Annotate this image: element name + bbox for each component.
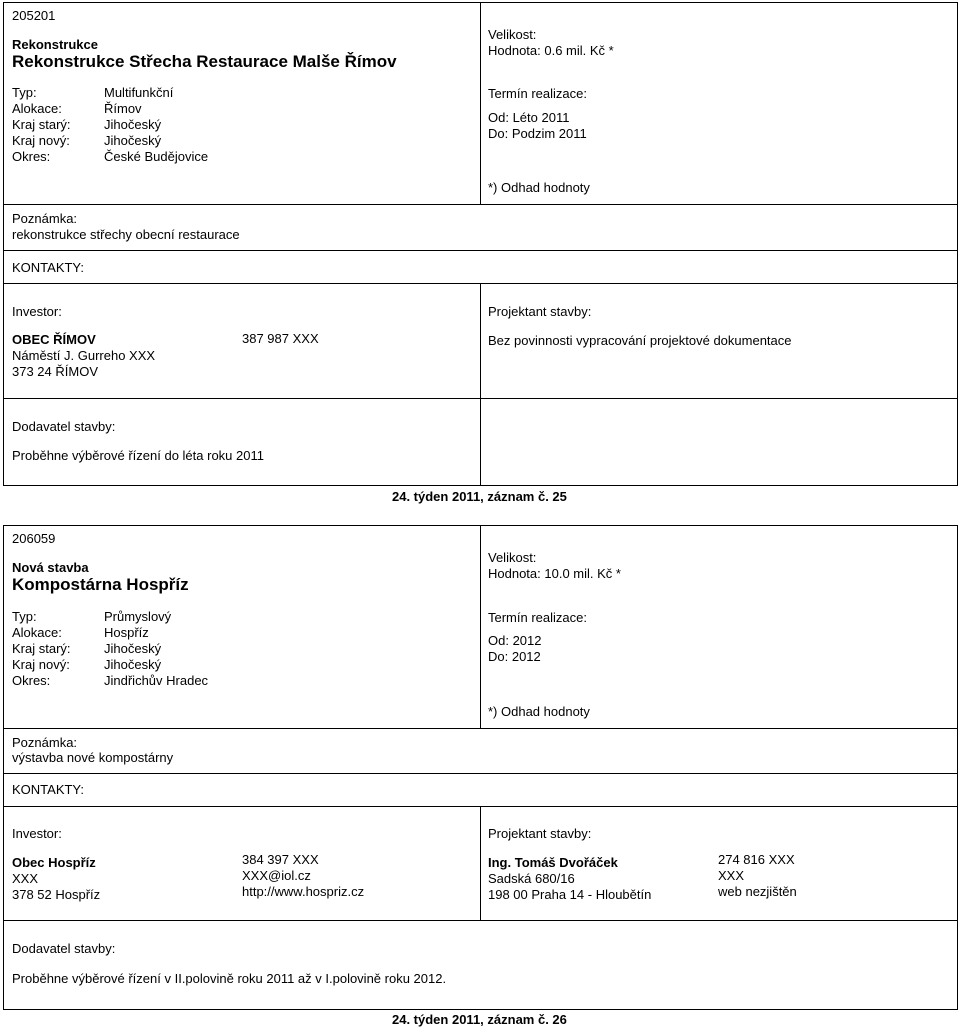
poznamka-label: Poznámka:	[12, 735, 78, 750]
investor-phone: 387 987 XXX	[242, 331, 319, 346]
kontakty-heading: KONTAKTY:	[12, 260, 84, 275]
termin-od: Od: 2012	[488, 633, 542, 648]
detail-row-alokace	[12, 625, 149, 641]
label-kraj-novy: Kraj nový:	[12, 657, 70, 672]
hodnota-value: Hodnota: 10.0 mil. Kč *	[488, 566, 621, 581]
investor-name: OBEC ŘÍMOV	[12, 332, 96, 347]
investor-phone: 384 397 XXX	[242, 852, 319, 867]
projektant-label: Projektant stavby:	[488, 304, 592, 319]
divider	[3, 728, 958, 729]
termin-label: Termín realizace:	[488, 610, 587, 625]
label-typ: Typ:	[12, 85, 37, 100]
poznamka-text: výstavba nové kompostárny	[12, 750, 174, 765]
divider	[3, 204, 958, 205]
projektant-address: Sadská 680/16	[488, 871, 575, 886]
detail-row-okres	[12, 149, 208, 165]
label-kraj-stary: Kraj starý:	[12, 117, 71, 132]
value-typ: Průmyslový	[104, 609, 172, 624]
dodavatel-label: Dodavatel stavby:	[12, 419, 116, 434]
projektant-label: Projektant stavby:	[488, 826, 592, 841]
divider	[3, 920, 958, 921]
value-okres: České Budějovice	[104, 149, 209, 164]
label-okres: Okres:	[12, 673, 51, 688]
projektant-web: web nezjištěn	[718, 884, 797, 899]
value-kraj-novy: Jihočeský	[104, 133, 162, 148]
detail-row-typ	[12, 85, 173, 101]
odhad-note: *) Odhad hodnoty	[488, 704, 590, 719]
investor-name: Obec Hospříz	[12, 855, 96, 870]
velikost-label: Velikost:	[488, 550, 537, 565]
velikost-label: Velikost:	[488, 27, 537, 42]
label-okres: Okres:	[12, 149, 51, 164]
column-divider	[480, 283, 481, 486]
detail-row-kraj-novy	[12, 133, 161, 149]
value-alokace: Římov	[104, 101, 142, 116]
dodavatel-label: Dodavatel stavby:	[12, 941, 116, 956]
label-kraj-stary: Kraj starý:	[12, 641, 71, 656]
odhad-note: *) Odhad hodnoty	[488, 180, 590, 195]
termin-label: Termín realizace:	[488, 86, 587, 101]
detail-row-kraj-stary	[12, 641, 161, 657]
investor-city: 378 52 Hospříz	[12, 887, 101, 902]
value-kraj-stary: Jihočeský	[104, 641, 162, 656]
projektant-name: Ing. Tomáš Dvořáček	[488, 855, 618, 870]
hodnota-value: Hodnota: 0.6 mil. Kč *	[488, 43, 614, 58]
detail-row-kraj-novy	[12, 657, 161, 673]
detail-row-kraj-stary	[12, 117, 161, 133]
projektant-email: XXX	[718, 868, 745, 883]
label-alokace: Alokace:	[12, 101, 62, 116]
label-alokace: Alokace:	[12, 625, 62, 640]
column-divider	[480, 2, 481, 204]
value-kraj-stary: Jihočeský	[104, 117, 162, 132]
projektant-city: 198 00 Praha 14 - Hloubětín	[488, 887, 652, 902]
poznamka-label: Poznámka:	[12, 211, 78, 226]
investor-label: Investor:	[12, 304, 62, 319]
poznamka-text: rekonstrukce střechy obecní restaurace	[12, 227, 240, 242]
column-divider	[480, 806, 481, 920]
termin-od: Od: Léto 2011	[488, 110, 570, 125]
divider	[3, 250, 958, 251]
investor-email[interactable]: XXX@iol.cz	[242, 868, 311, 883]
projektant-phone: 274 816 XXX	[718, 852, 795, 867]
dodavatel-text: Proběhne výběrové řízení do léta roku 2011	[12, 448, 264, 463]
record-category: Rekonstrukce	[12, 37, 98, 52]
investor-label: Investor:	[12, 826, 62, 841]
record-footer: 24. týden 2011, záznam č. 25	[392, 489, 567, 504]
record-id: 205201	[12, 8, 56, 23]
divider	[3, 773, 958, 774]
record-footer: 24. týden 2011, záznam č. 26	[392, 1012, 567, 1027]
label-typ: Typ:	[12, 609, 37, 624]
investor-address: XXX	[12, 871, 39, 886]
value-typ: Multifunkční	[104, 85, 174, 100]
investor-city: 373 24 ŘÍMOV	[12, 364, 98, 379]
record-title: Kompostárna Hospříz	[12, 575, 189, 594]
column-divider	[480, 525, 481, 728]
detail-row-okres	[12, 673, 208, 689]
dodavatel-text: Proběhne výběrové řízení v II.polovině roku 2011 až v I.polovině roku 2012.	[12, 971, 447, 986]
projektant-text: Bez povinnosti vypracování projektové dokumentace	[488, 333, 792, 348]
value-alokace: Hospříz	[104, 625, 149, 640]
label-kraj-novy: Kraj nový:	[12, 133, 70, 148]
record-category: Nová stavba	[12, 560, 89, 575]
record-title: Rekonstrukce Střecha Restaurace Malše Římov	[12, 52, 397, 71]
record-id: 206059	[12, 531, 56, 546]
investor-address: Náměstí J. Gurreho XXX	[12, 348, 156, 363]
termin-do: Do: Podzim 2011	[488, 126, 587, 141]
detail-row-typ	[12, 609, 171, 625]
termin-do: Do: 2012	[488, 649, 541, 664]
value-okres: Jindřichův Hradec	[104, 673, 209, 688]
value-kraj-novy: Jihočeský	[104, 657, 162, 672]
investor-web-link[interactable]: http://www.hospriz.cz	[242, 884, 365, 899]
kontakty-heading: KONTAKTY:	[12, 782, 84, 797]
detail-row-alokace	[12, 101, 142, 117]
